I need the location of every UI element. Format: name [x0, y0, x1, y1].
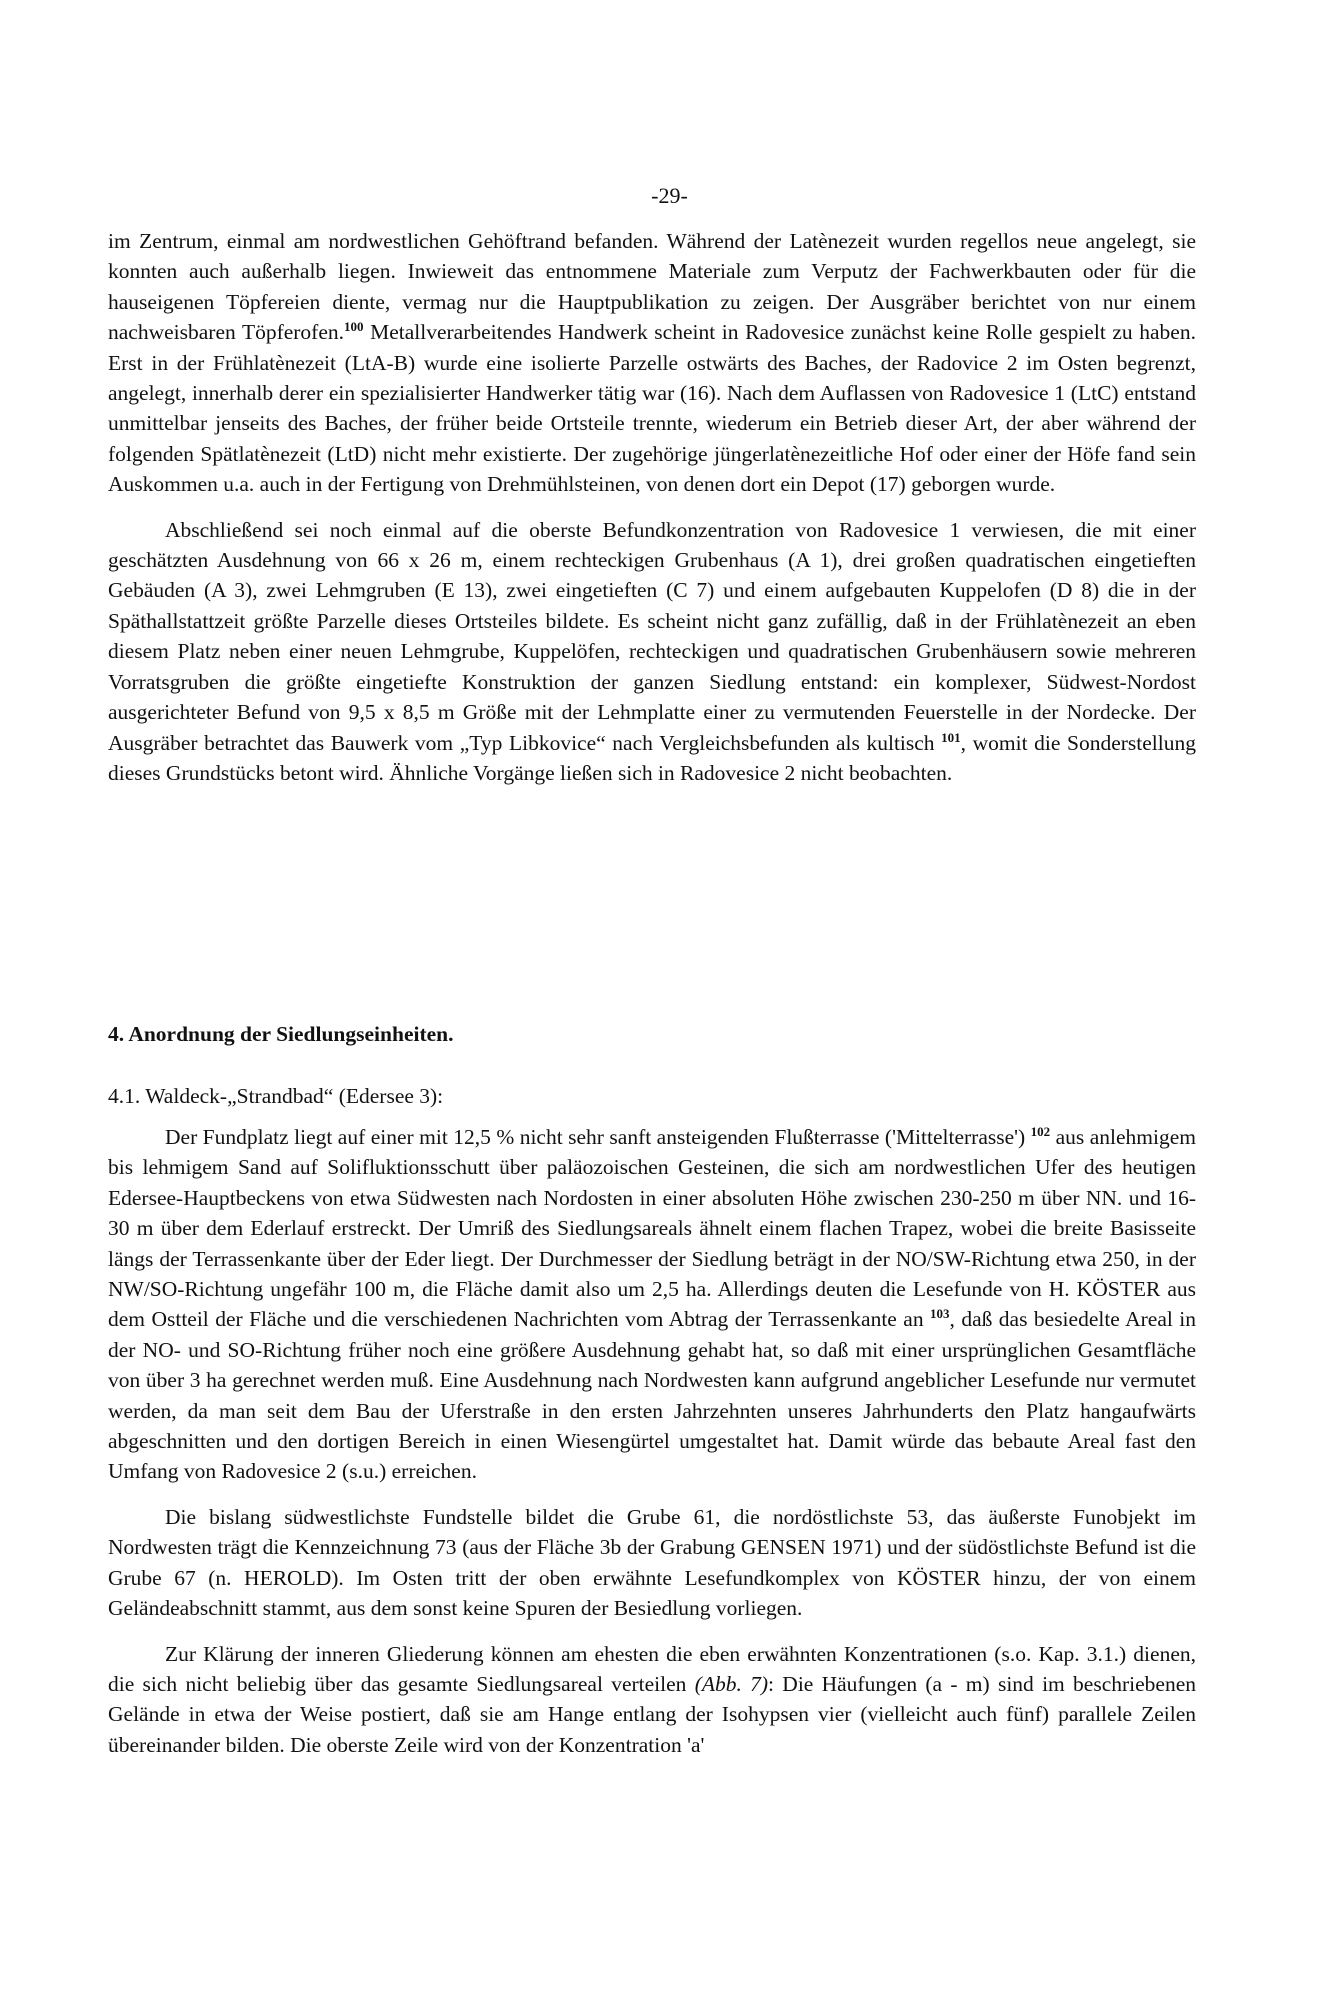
paragraph [108, 1639, 1196, 1761]
paragraph [108, 1122, 1196, 1487]
footnote-ref: 101 [941, 729, 961, 745]
footnote-ref: 103 [930, 1306, 950, 1322]
paragraph-text: : Die Häufungen (a - m) sind im beschriebenen Gelände in etwa der Weise postiert, daß sie am Hange entlang der Isohypsen vier (vielleicht auch fünf) parallele Zeilen übereinander bilden. Die oberste Zeile wird von der Konzentration 'a' [108, 1671, 1197, 1757]
page-number: -29- [651, 183, 688, 208]
paragraph-text: Metallverarbeitendes Handwerk scheint in Radovesice zunächst keine Rolle gespielt zu haben. Erst in der Frühlatènezeit (LtA-B) wurde eine isolierte Parzelle ostwärts des Baches, der Radovice 2 im Osten begrenzt, angelegt, innerhalb derer ein spezialisierter Handwerker tätig war (16). Nach dem Auflassen von Radovesice 1 (LtC) entstand unmittelbar jenseits des Baches, der früher beide Ortsteile trennte, wiederum ein Betrieb dieser Art, der aber während der folgenden Spätlatènezeit (LtD) nicht mehr existierte. Der zugehörige jüngerlatènezeitliche Hof oder einer der Höfe fand sein Auskommen u.a. auch in der Fertigung von Drehmühlsteinen, von denen dort ein Depot (17) geborgen wurde. [108, 320, 1196, 497]
paragraph-text: , womit die Sonderstellung dieses Grundstücks betont wird. Ähnliche Vorgänge ließen sich in Radovesice 2 nicht beobachten. [108, 730, 1196, 785]
paragraph [108, 226, 1196, 500]
subsection-heading: 4.1. Waldeck-„Strandbad“ (Edersee 3): [108, 1084, 444, 1108]
footnote-ref: 100 [344, 319, 364, 335]
paragraph [108, 1502, 1196, 1624]
figure-reference: (Abb. 7) [694, 1671, 769, 1696]
paragraph-text: aus anlehmigem bis lehmigem Sand auf Solifluktionsschutt über paläozoischen Gesteinen, die sich am nordwestlichen Ufer des heutigen Edersee-Hauptbeckens von etwa Südwesten nach Nordosten in einer absoluten Höhe zwischen 230-250 m über NN. und 16-30 m über dem Ederlauf erstreckt. Der Umriß des Siedlungsareals ähnelt einem flachen Trapez, wobei die breite Basisseite längs der Terrassenkante über der Eder liegt. Der Durchmesser der Siedlung beträgt in der NO/SW-Richtung etwa 250, in der NW/SO-Richtung ungefähr 100 m, die Fläche damit also um 2,5 ha. Allerdings deuten die Lesefunde von H. KÖSTER aus dem Ostteil der Fläche und die verschiedenen Nachrichten vom Abtrag der Terrassenkante an [108, 1125, 1196, 1332]
section-heading: 4. Anordnung der Siedlungseinheiten. [108, 1022, 454, 1046]
section-text-top [108, 226, 1196, 788]
section-text-bottom [108, 1122, 1196, 1760]
paragraph-text: Die bislang südwestlichste Fundstelle bildet die Grube 61, die nordöstlichste 53, das äußerste Funobjekt im Nordwesten trägt die Kennzeichnung 73 (aus der Fläche 3b der Grabung GENSEN 1971) und der südöstlichste Befund ist die Grube 67 (n. HEROLD). Im Osten tritt der oben erwähnte Lesefundkomplex von KÖSTER hinzu, der von einem Geländeabschnitt stammt, aus dem sonst keine Spuren der Besiedlung vorliegen. [108, 1504, 1196, 1621]
footnote-ref: 102 [1030, 1123, 1051, 1139]
paragraph [108, 515, 1196, 789]
paragraph-text: Zur Klärung der inneren Gliederung können am ehesten die eben erwähnten Konzentrationen (s.o. Kap. 3.1.) dienen, die sich nicht beliebig über das gesamte Siedlungsareal verteilen [108, 1641, 1196, 1696]
paragraph-text: Der Fundplatz liegt auf einer mit 12,5 % nicht sehr sanft ansteigenden Flußterrasse ('Mittelterrasse') [165, 1125, 1026, 1149]
paragraph-text: im Zentrum, einmal am nordwestlichen Gehöftrand befanden. Während der Latènezeit wurden regellos neue angelegt, sie konnten auch außerhalb liegen. Inwieweit das entnommene Materiale zum Verputz der Fachwerkbauten oder für die hauseigenen Töpfereien diente, vermag nur die Hauptpublikation zu zeigen. Der Ausgräber berichtet von nur einem nachweisbaren Töpferofen. [108, 229, 1196, 345]
paragraph-text: , daß das besiedelte Areal in der NO- und SO-Richtung früher noch eine größere Ausdehnung gehabt hat, so daß mit einer ursprünglichen Gesamtfläche von über 3 ha gerechnet werden muß. Eine Ausdehnung nach Nordwesten kann aufgrund angeblicher Lesefunde nur vermutet werden, da man seit dem Bau der Uferstraße in den ersten Jahrzehnten unseres Jahrhunderts den Platz hangaufwärts abgeschnitten und den dortigen Bereich in einen Wiesengürtel umgestaltet hat. Damit würde das bebaute Areal fast den Umfang von Radovesice 2 (s.u.) erreichen. [108, 1307, 1197, 1484]
paragraph-text: Abschließend sei noch einmal auf die oberste Befundkonzentration von Radovesice 1 verwiesen, die mit einer geschätzten Ausdehnung von 66 x 26 m, einem rechteckigen Grubenhaus (A 1), drei großen quadratischen eingetieften Gebäuden (A 3), zwei Lehmgruben (E 13), zwei eingetieften (C 7) und einem aufgebauten Kuppelofen (D 8) die in der Späthallstattzeit größte Parzelle dieses Ortsteiles bildete. Es scheint nicht ganz zufällig, daß in der Frühlatènezeit an eben diesem Platz neben einer neuen Lehmgrube, Kuppelöfen, rechteckigen und quadratischen Grubenhäusern sowie mehreren Vorratsgruben die größte eingetiefte Konstruktion der ganzen Siedlung entstand: ein komplexer, Südwest-Nordost ausgerichteter Befund von 9,5 x 8,5 m Größe mit der Lehmplatte einer zu vermutenden Feuerstelle in der Nordecke. Der Ausgräber betrachtet das Bauwerk vom „Typ Libkovice“ nach Vergleichsbefunden als kultisch [108, 517, 1196, 755]
